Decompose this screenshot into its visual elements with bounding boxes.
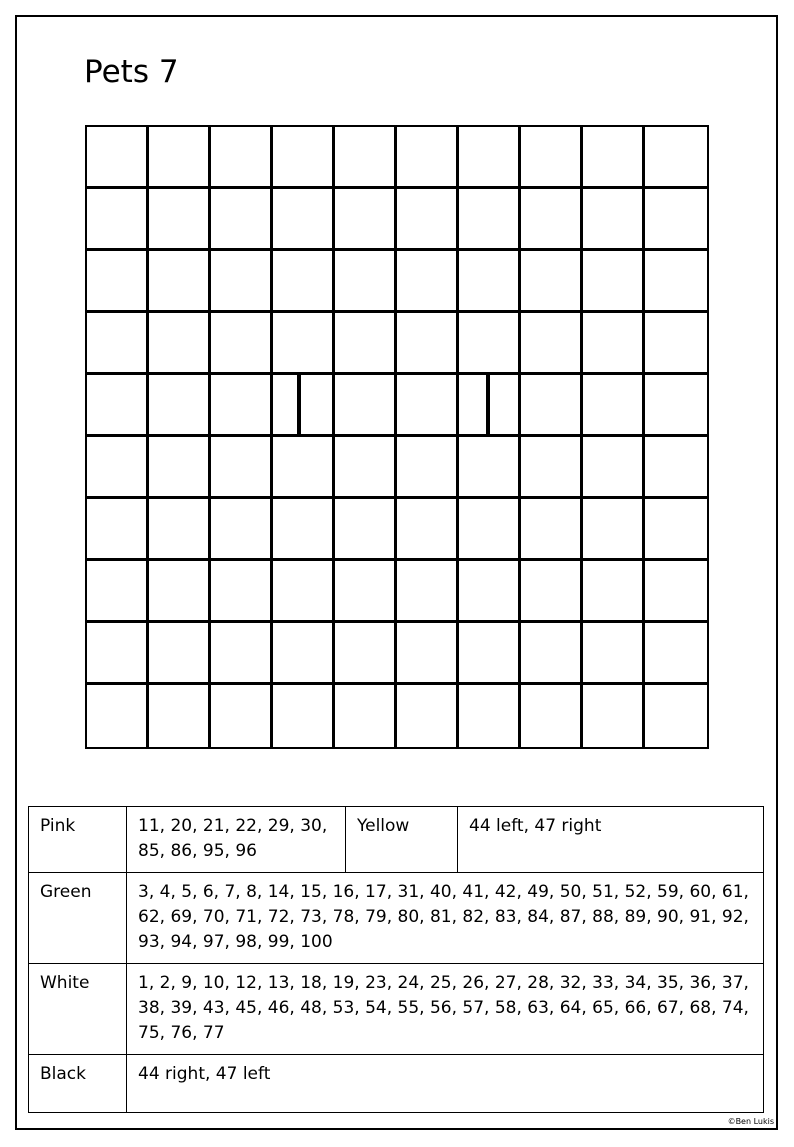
grid-square-55 — [335, 437, 397, 499]
grid-square-27 — [459, 251, 521, 313]
key-row — [29, 964, 764, 1055]
grid-square-21 — [87, 251, 149, 313]
grid-square-5 — [335, 127, 397, 189]
grid-square-10 — [645, 127, 707, 189]
grid-square-58 — [521, 437, 583, 499]
grid-square-78 — [521, 561, 583, 623]
grid-square-49 — [583, 375, 645, 437]
grid-square-7 — [459, 127, 521, 189]
grid-square-74 — [273, 561, 335, 623]
color-key-table — [28, 806, 764, 1113]
grid-square-12 — [149, 189, 211, 251]
grid-square-36 — [397, 313, 459, 375]
grid-square-83 — [211, 623, 273, 685]
key-label-white: White — [29, 964, 127, 1055]
grid-square-17 — [459, 189, 521, 251]
grid-square-1 — [87, 127, 149, 189]
page-title: Pets 7 — [84, 54, 179, 90]
grid-square-51 — [87, 437, 149, 499]
key-squares-black: 44 right, 47 left — [127, 1055, 764, 1113]
grid-square-73 — [211, 561, 273, 623]
key-squares-yellow: 44 left, 47 right — [458, 807, 764, 873]
grid-square-25 — [335, 251, 397, 313]
key-label-yellow: Yellow — [346, 807, 458, 873]
key-squares-green: 3, 4, 5, 6, 7, 8, 14, 15, 16, 17, 31, 40, 41, 42, 49, 50, 51, 52, 59, 60, 61, 62, 69, 70, 71, 72, 73, 78, 79, 80, 81, 82, 83, 84, 87, 88, 89, 90, 91, 92, 93, 94, 97, 98, 99, 100 — [127, 873, 764, 964]
grid-square-11 — [87, 189, 149, 251]
grid-square-76 — [397, 561, 459, 623]
key-row — [29, 1055, 764, 1113]
key-label-pink: Pink — [29, 807, 127, 873]
grid-square-47 — [459, 375, 521, 437]
grid-square-48 — [521, 375, 583, 437]
grid-square-41 — [87, 375, 149, 437]
grid-square-77 — [459, 561, 521, 623]
grid-square-16 — [397, 189, 459, 251]
grid-square-89 — [583, 623, 645, 685]
grid-square-60 — [645, 437, 707, 499]
grid-square-6 — [397, 127, 459, 189]
grid-square-34 — [273, 313, 335, 375]
grid-square-23 — [211, 251, 273, 313]
grid-square-62 — [149, 499, 211, 561]
grid-square-98 — [521, 685, 583, 747]
grid-square-90 — [645, 623, 707, 685]
grid-square-86 — [397, 623, 459, 685]
grid-square-2 — [149, 127, 211, 189]
grid-square-42 — [149, 375, 211, 437]
grid-square-18 — [521, 189, 583, 251]
grid-square-95 — [335, 685, 397, 747]
grid-square-99 — [583, 685, 645, 747]
grid-square-88 — [521, 623, 583, 685]
split-divider — [297, 375, 301, 434]
key-label-green: Green — [29, 873, 127, 964]
grid-square-79 — [583, 561, 645, 623]
grid-square-26 — [397, 251, 459, 313]
grid-square-92 — [149, 685, 211, 747]
grid-square-65 — [335, 499, 397, 561]
grid-square-33 — [211, 313, 273, 375]
key-squares-white: 1, 2, 9, 10, 12, 13, 18, 19, 23, 24, 25, 26, 27, 28, 32, 33, 34, 35, 36, 37, 38, 39, 43, 45, 46, 48, 53, 54, 55, 56, 57, 58, 63, 64, 65, 66, 67, 68, 74, 75, 76, 77 — [127, 964, 764, 1055]
grid-square-30 — [645, 251, 707, 313]
grid-square-59 — [583, 437, 645, 499]
grid-square-63 — [211, 499, 273, 561]
grid-square-84 — [273, 623, 335, 685]
grid-square-14 — [273, 189, 335, 251]
grid-square-32 — [149, 313, 211, 375]
grid-square-72 — [149, 561, 211, 623]
grid-square-97 — [459, 685, 521, 747]
grid-square-91 — [87, 685, 149, 747]
grid-square-3 — [211, 127, 273, 189]
grid-square-44 — [273, 375, 335, 437]
grid-square-68 — [521, 499, 583, 561]
grid-square-20 — [645, 189, 707, 251]
grid-square-81 — [87, 623, 149, 685]
grid-square-45 — [335, 375, 397, 437]
grid-square-93 — [211, 685, 273, 747]
grid-square-75 — [335, 561, 397, 623]
grid-square-57 — [459, 437, 521, 499]
key-squares-pink: 11, 20, 21, 22, 29, 30, 85, 86, 95, 96 — [127, 807, 346, 873]
split-divider — [486, 375, 490, 434]
grid-square-39 — [583, 313, 645, 375]
grid-square-50 — [645, 375, 707, 437]
grid-square-61 — [87, 499, 149, 561]
grid-square-53 — [211, 437, 273, 499]
grid-square-96 — [397, 685, 459, 747]
grid-square-35 — [335, 313, 397, 375]
key-row — [29, 873, 764, 964]
key-label-black: Black — [29, 1055, 127, 1113]
grid-square-9 — [583, 127, 645, 189]
grid-square-38 — [521, 313, 583, 375]
grid-square-100 — [645, 685, 707, 747]
grid-square-82 — [149, 623, 211, 685]
grid-square-69 — [583, 499, 645, 561]
grid-square-67 — [459, 499, 521, 561]
grid-square-94 — [273, 685, 335, 747]
grid-square-29 — [583, 251, 645, 313]
grid-square-46 — [397, 375, 459, 437]
grid-square-4 — [273, 127, 335, 189]
copyright-notice: ©Ben Lukis — [727, 1117, 774, 1126]
grid-square-64 — [273, 499, 335, 561]
grid-square-15 — [335, 189, 397, 251]
grid-square-37 — [459, 313, 521, 375]
grid-square-70 — [645, 499, 707, 561]
grid-square-54 — [273, 437, 335, 499]
grid-square-13 — [211, 189, 273, 251]
grid-square-66 — [397, 499, 459, 561]
grid-square-8 — [521, 127, 583, 189]
grid-square-22 — [149, 251, 211, 313]
key-row — [29, 807, 764, 873]
grid-square-19 — [583, 189, 645, 251]
grid-square-43 — [211, 375, 273, 437]
hundred-square-grid — [85, 125, 709, 749]
grid-square-87 — [459, 623, 521, 685]
grid-square-80 — [645, 561, 707, 623]
grid-square-24 — [273, 251, 335, 313]
grid-square-85 — [335, 623, 397, 685]
grid-square-71 — [87, 561, 149, 623]
grid-square-52 — [149, 437, 211, 499]
grid-square-40 — [645, 313, 707, 375]
grid-square-56 — [397, 437, 459, 499]
grid-square-31 — [87, 313, 149, 375]
grid-square-28 — [521, 251, 583, 313]
